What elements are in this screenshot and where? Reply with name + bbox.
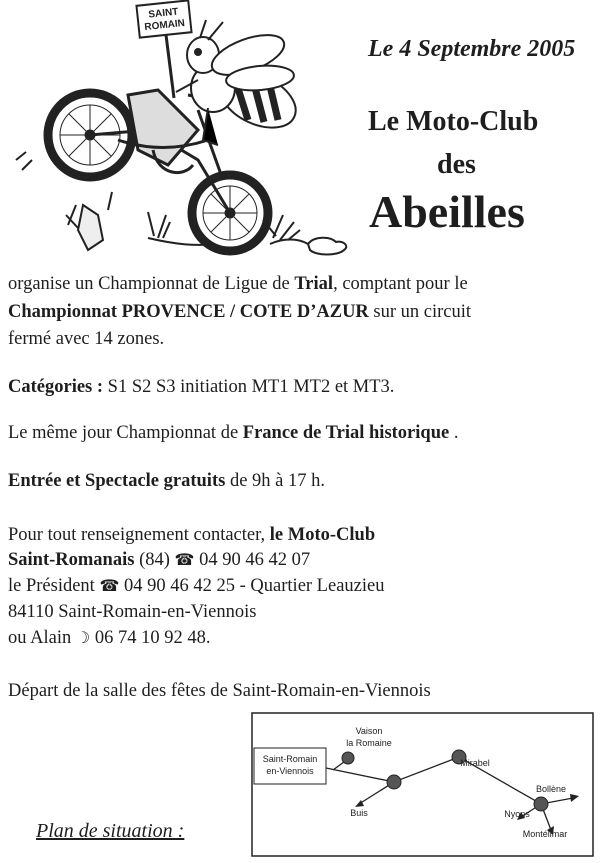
club-title-line-3: Abeilles <box>369 186 525 237</box>
categories-line <box>8 375 394 399</box>
contact-dept: (84) <box>134 550 175 570</box>
same-day-text: Le même jour Championnat de <box>8 423 243 443</box>
start-label-2: en-Viennois <box>266 766 314 776</box>
entry-hours: de 9h à 17 h. <box>225 471 325 491</box>
departure-line: Départ de la salle des fêtes de Saint-Romain-en-Viennois <box>8 681 431 701</box>
president-phone: 04 90 46 42 25 - Quartier Leauzieu <box>119 576 385 596</box>
club-title-line-2: des <box>437 149 476 180</box>
label-buis: Buis <box>350 808 368 818</box>
route-map <box>251 712 594 857</box>
club-phone: 04 90 46 42 07 <box>194 550 311 570</box>
paragraph-intro-line-2 <box>8 300 471 324</box>
entry-free: Entrée et Spectacle gratuits <box>8 471 226 491</box>
alain-label: ou Alain <box>8 628 76 648</box>
circuit-text: sur un circuit <box>368 302 472 322</box>
intro-text: organise un Championnat de Ligue de <box>8 274 295 294</box>
label-bollene: Bollène <box>535 784 567 794</box>
club-title-line-1: Le Moto-Club <box>368 106 539 137</box>
telephone-icon: ☎ <box>99 576 120 595</box>
address-line: 84110 Saint-Romain-en-Viennois <box>8 602 257 622</box>
contact-text: Pour tout renseignement contacter, <box>8 525 270 545</box>
entry-line <box>8 469 325 493</box>
event-date: Le 4 Septembre 2005 <box>368 36 576 62</box>
bee-motorcycle-illustration <box>8 0 358 262</box>
location-plan-label: Plan de situation : <box>36 820 185 842</box>
node-nyons <box>534 797 548 811</box>
saint-romain-sign <box>136 0 191 98</box>
contact-club: le Moto-Club <box>269 525 376 545</box>
intro-trial: Trial <box>294 274 334 294</box>
paragraph-intro-line-1 <box>8 272 468 296</box>
contact-line-2 <box>8 548 310 572</box>
contact-line-1 <box>8 523 375 547</box>
intro-counting: , comptant pour le <box>333 274 468 294</box>
president-line <box>8 574 384 598</box>
alain-line <box>8 626 210 650</box>
label-vaison-2: la Romaine <box>346 738 392 748</box>
paragraph-intro-line-3: fermé avec 14 zones. <box>8 329 165 349</box>
label-nyons: Nyons <box>504 809 530 819</box>
label-mirabel: Mirabel <box>460 758 490 768</box>
categories-label: Catégories : <box>8 377 104 397</box>
start-label-1: Saint-Romain <box>262 754 318 764</box>
sign-line-2: ROMAIN <box>143 17 186 34</box>
label-vaison-1: Vaison <box>355 726 383 736</box>
node-buis <box>387 775 401 789</box>
historic-trial: France de Trial historique <box>242 423 450 443</box>
sign-line-1: SAINT <box>147 6 179 21</box>
alain-phone: 06 74 10 92 48. <box>90 628 211 648</box>
label-montelimar: Montélimar <box>522 829 568 839</box>
categories-text: S1 S2 S3 initiation MT1 MT2 et MT3. <box>103 377 395 397</box>
president-label: le Président <box>8 576 100 596</box>
championship-name: Championnat PROVENCE / COTE D’AZUR <box>8 302 369 322</box>
same-day-end: . <box>449 423 459 443</box>
node-vaison <box>342 752 354 764</box>
contact-club-name: Saint-Romanais <box>8 550 135 570</box>
mobile-phone-icon: ☽ <box>75 628 91 647</box>
telephone-icon: ☎ <box>174 550 195 569</box>
same-day-line <box>8 421 458 445</box>
